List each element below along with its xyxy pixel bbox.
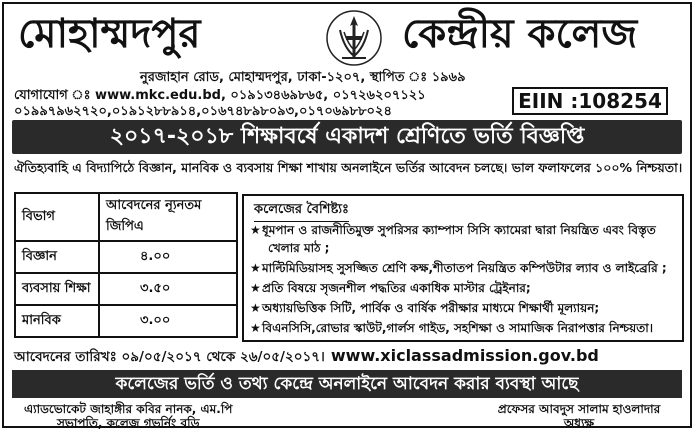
table-row bbox=[15, 273, 237, 305]
college-address: নুরজাহান রোড, মোহাম্মদপুর, ঢাকা-১২০৭, স্থাপিত ঃ ১৯৬৯ bbox=[140, 70, 466, 85]
application-dates: আবেদনের তারিখঃ ০৯/০৫/২০১৭ থেকে ২৬/০৫/২০১৭। bbox=[14, 349, 325, 365]
star-bullet-icon: ★ bbox=[250, 281, 261, 295]
online-application-banner: কলেজের ভর্তি ও তথ্য কেন্দ্রে অনলাইনে আবেদন করার ব্যবস্থা আছে bbox=[12, 370, 682, 398]
gpa-cell: ৪.০০ bbox=[99, 241, 237, 273]
application-url-link[interactable]: www.xiclassadmission.gov.bd bbox=[330, 346, 599, 365]
admission-advertisement bbox=[2, 2, 692, 428]
college-features-box bbox=[242, 194, 684, 342]
contact-line-1: যোগাযোগ ঃ www.mkc.edu.bd, ০১৯১৩৪৬৯৮৬৫, ০১৭২৬২০৭১২১ bbox=[14, 88, 426, 103]
feature-item-continued: খেলার মাঠ ; bbox=[268, 241, 330, 255]
application-dates-line bbox=[14, 346, 599, 369]
header-gpa: আবেদনের ন্যূনতম জিপিএ bbox=[99, 193, 237, 241]
header-dept: বিভাগ bbox=[15, 193, 99, 241]
dept-cell: ব্যবসায় শিক্ষা bbox=[15, 273, 99, 305]
contact-line-2: ০১৯৯৭৯৬২৭২০,০১৯১২৮৮৯১৪,০১৬৭৪৮৯৮০৯৩,০১৭০৬৯৮৮০২৪ bbox=[14, 104, 392, 119]
star-bullet-icon: ★ bbox=[250, 321, 261, 335]
dept-cell: মানবিক bbox=[15, 305, 99, 337]
features-heading: কলেজের বৈশিষ্ট্যঃ bbox=[254, 200, 349, 222]
gpa-cell: ৩.০০ bbox=[99, 305, 237, 337]
admission-title-banner: ২০১৭-২০১৮ শিক্ষাবর্ষে একাদশ শ্রেণিতে ভর্তি বিজ্ঞপ্তি bbox=[12, 120, 682, 154]
college-emblem-icon bbox=[324, 8, 384, 68]
principal-title: অধ্যক্ষ bbox=[563, 416, 595, 430]
eiin-box: EIIN :108254 bbox=[512, 87, 668, 115]
star-bullet-icon: ★ bbox=[250, 261, 261, 275]
feature-item: ★মাল্টিমিডিয়াসহ সুসজ্জিত শ্রেণি কক্ষ,শীতাতপ নিয়ন্ত্রিত কম্পিউটার ল্যাব ও লাইব্রেরি ; bbox=[250, 261, 667, 275]
table-row bbox=[15, 241, 237, 273]
star-bullet-icon: ★ bbox=[250, 301, 261, 315]
principal-name: প্রফেসর আবদুস সালাম হাওলাদার bbox=[497, 402, 661, 416]
signature-left bbox=[24, 402, 232, 430]
gpa-cell: ৩.৫০ bbox=[99, 273, 237, 305]
president-name: এ্যাডভোকেট জাহাঙ্গীর কবির নানক, এম.পি bbox=[24, 402, 233, 416]
gpa-requirement-table bbox=[14, 192, 238, 338]
signature-right bbox=[474, 402, 684, 430]
feature-item: ★অধ্যায়ভিত্তিক সিটি, পার্বিক ও বার্ষিক পরীক্ষার মাধ্যমে শিক্ষার্থী মূল্যায়ন; bbox=[250, 301, 600, 315]
table-row bbox=[15, 305, 237, 337]
dept-cell: বিজ্ঞান bbox=[15, 241, 99, 273]
intro-text: ঐতিহ্যবাহি এ বিদ্যাপিঠে বিজ্ঞান, মানবিক ও ব্যবসায় শিক্ষা শাখায় অনলাইনে ভর্তির আবেদন চলছে। ভাল ফলাফলের ১০০% নিশ্চয়তা। bbox=[14, 160, 683, 175]
table-header-row bbox=[15, 193, 237, 241]
star-bullet-icon: ★ bbox=[250, 223, 261, 237]
feature-item: ★প্রতি বিষয়ে সৃজনশীল পদ্ধতির একাধিক মাস্টার ট্রেইনার; bbox=[250, 281, 531, 295]
feature-item: ★বিএনসিসি,রোভার স্কাউট,গার্লস গাইড, সহশিক্ষা ও সামাজিক নিরাপত্তার নিশ্চয়তা। bbox=[250, 321, 654, 335]
college-name-left: মোহাম্মদপুর bbox=[18, 11, 201, 57]
college-name-right: কেন্দ্রীয় কলেজ bbox=[402, 11, 638, 57]
feature-item: ★ধূমপান ও রাজনীতিমুক্ত সুপরিসর ক্যাম্পাস সিসি ক্যামেরা দ্বারা নিয়ন্ত্রিত এবং বিস্তৃত bbox=[250, 223, 656, 237]
president-title: সভাপতি, কলেজ গভর্নিং বডি bbox=[56, 416, 200, 430]
